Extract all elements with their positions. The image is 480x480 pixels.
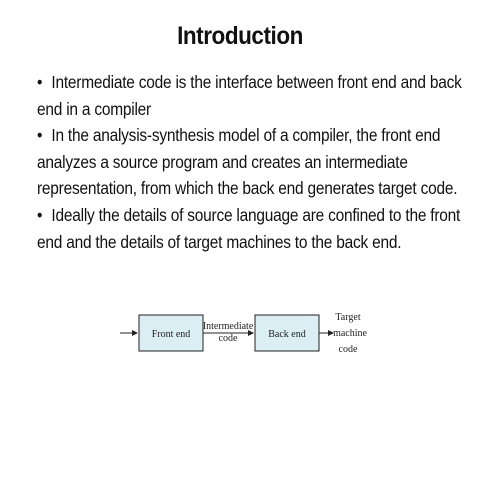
bullet-dot-icon: • <box>37 204 43 225</box>
bullet-item <box>37 122 467 202</box>
bullet-dot-icon: • <box>37 72 43 92</box>
bullet-item <box>37 69 467 122</box>
back-end-label: Back end <box>268 329 306 340</box>
intermediate-label-line2: code <box>218 333 238 344</box>
target-label-line1: Target <box>335 312 361 323</box>
bullet-text: Ideally the details of source language are confined to the front end and the details of target machines to the back end. <box>37 204 461 252</box>
front-end-label: Front end <box>151 329 191 340</box>
target-label-line3: code <box>338 344 358 355</box>
bullet-item <box>37 202 467 255</box>
target-label-line2: machine <box>333 328 367 339</box>
intermediate-label-line1: Intermediate <box>202 321 254 332</box>
slide-title: Introduction <box>177 22 303 50</box>
bullet-list <box>37 69 467 255</box>
bullet-text: In the analysis-synthesis model of a compiler, the front end analyzes a source program and creates an intermediate representation, from which the back end generates target code. <box>37 125 458 199</box>
bullet-text: Intermediate code is the interface between front end and back end in a compiler <box>37 72 462 119</box>
bullet-dot-icon: • <box>37 125 43 146</box>
compiler-diagram <box>118 302 378 372</box>
